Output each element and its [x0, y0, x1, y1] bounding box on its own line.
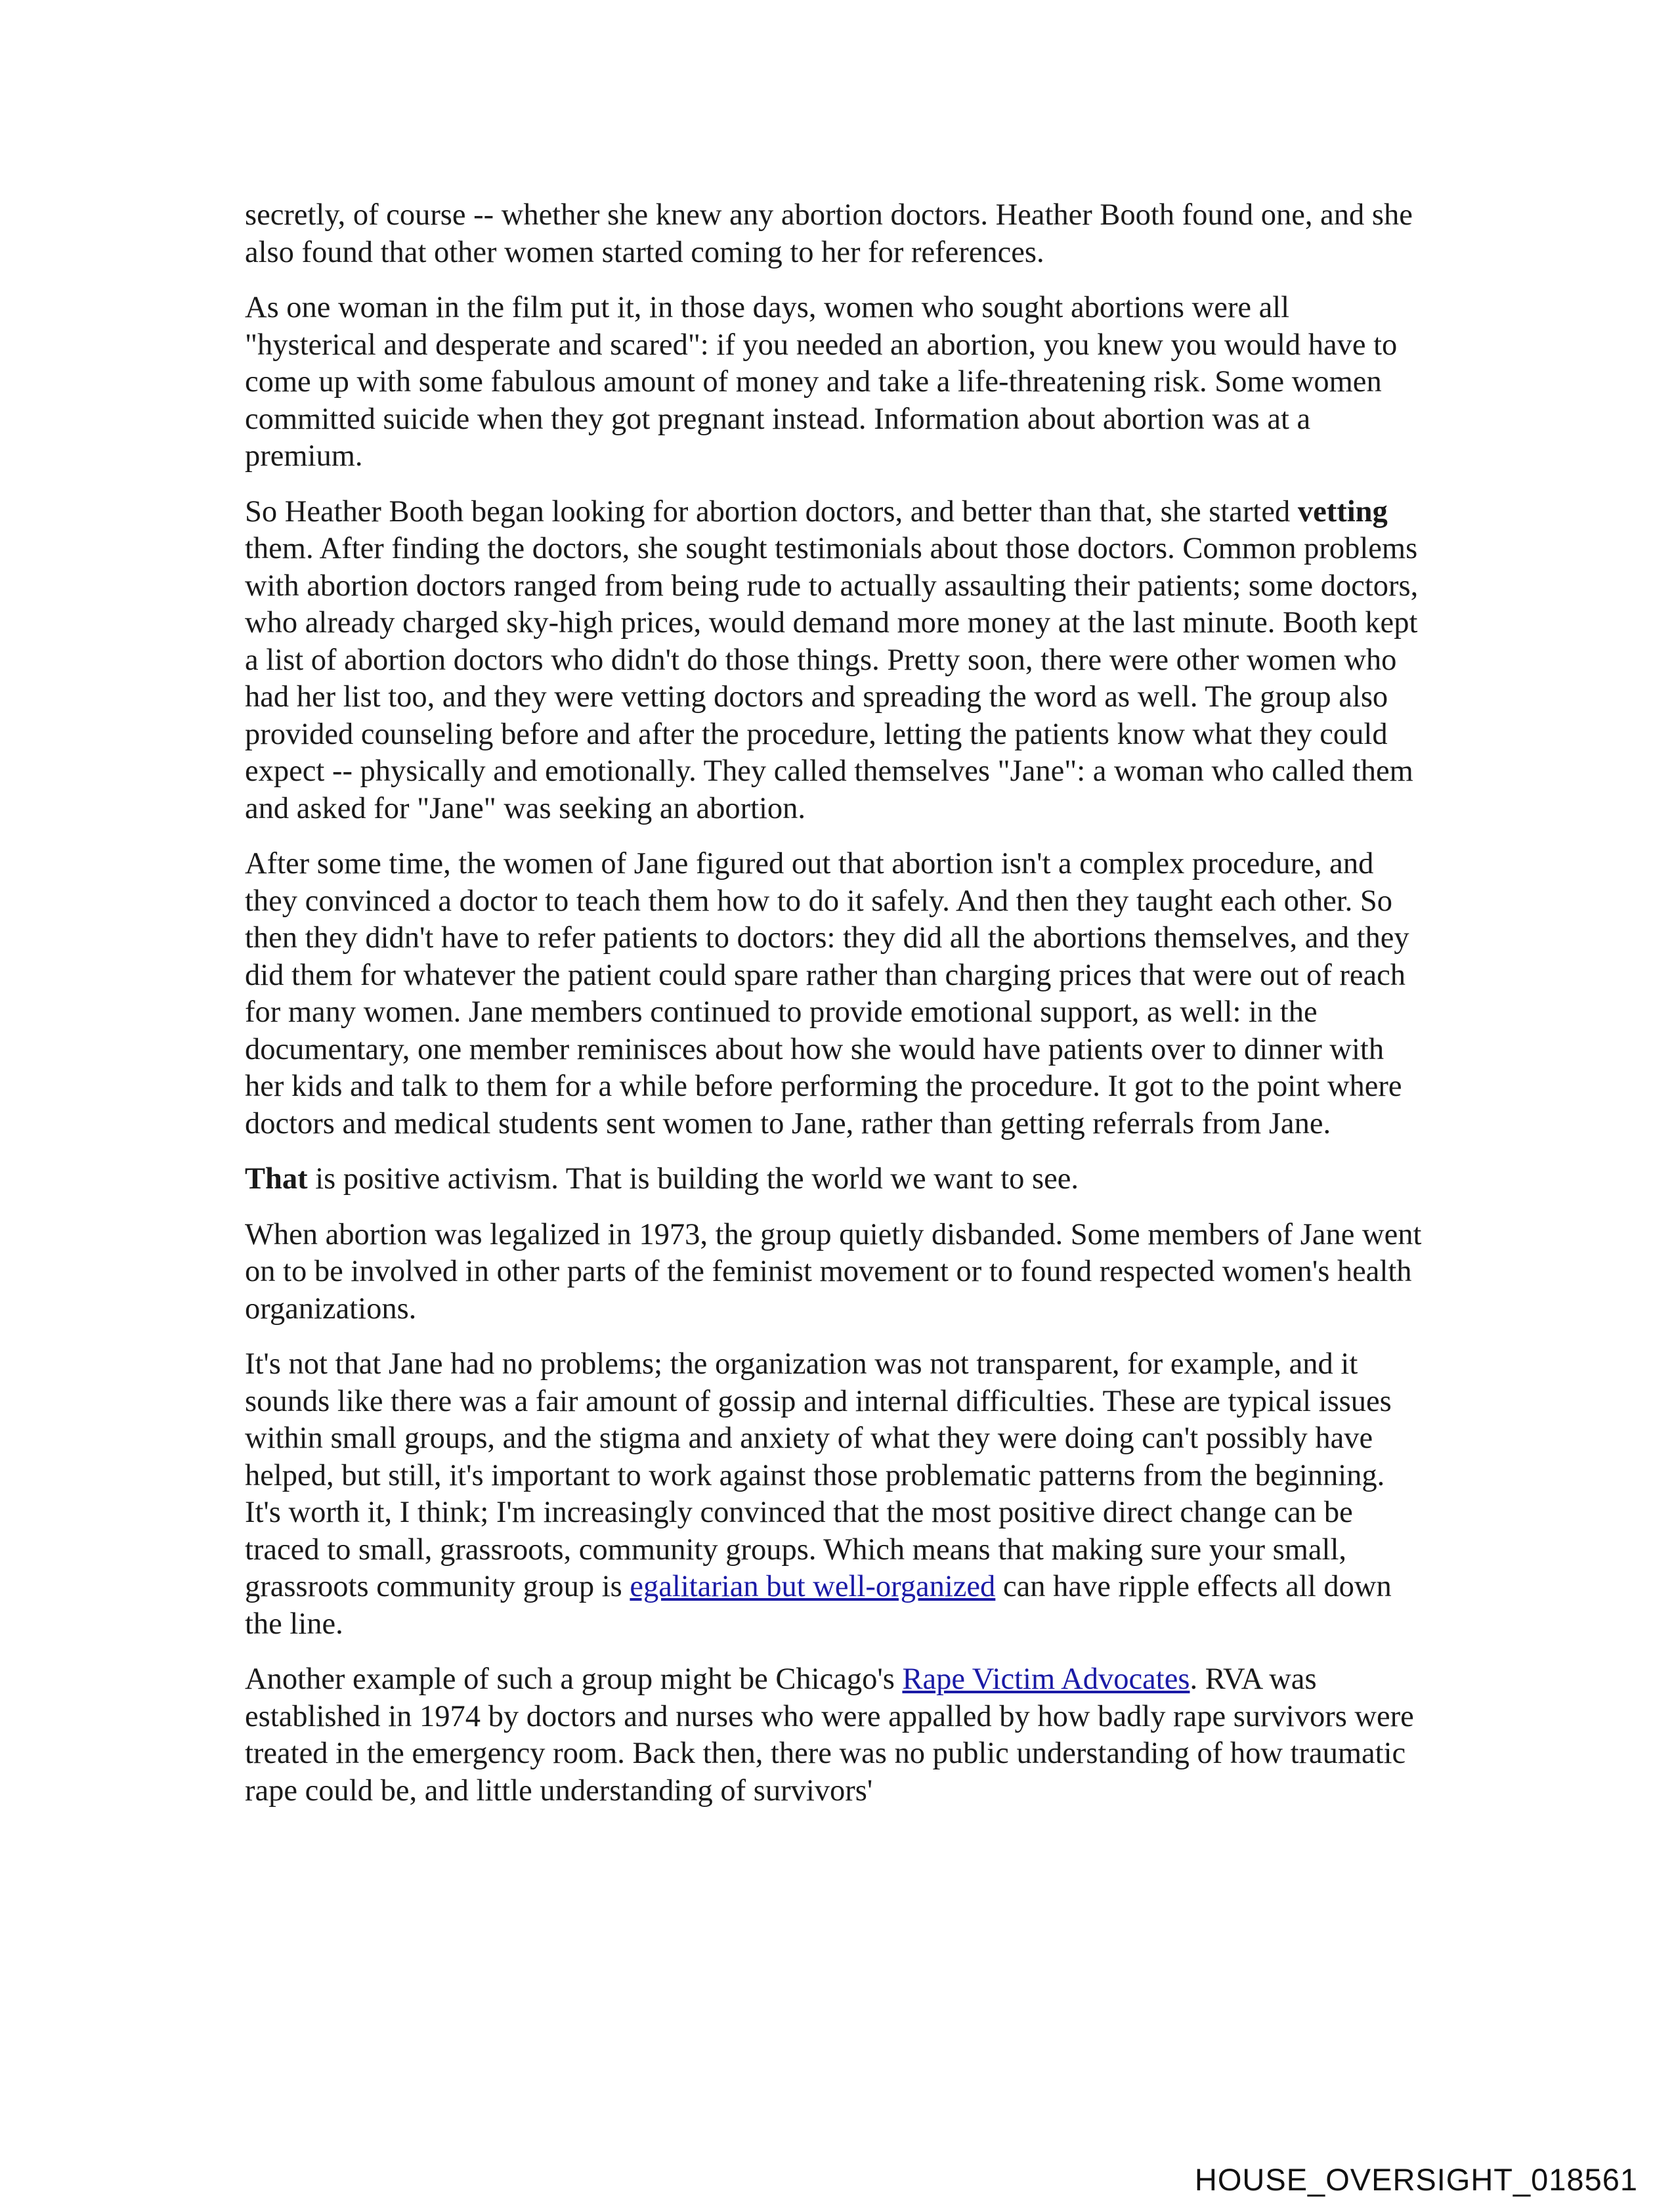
paragraph-4 [245, 846, 1427, 1142]
paragraph-3-text-a: So Heather Booth began looking for abortion doctors, and better than that, she started [245, 494, 1298, 529]
paragraph-6 [245, 1217, 1427, 1328]
paragraph-7-text-a: It's not that Jane had no problems; the organization was not transparent, for example, and it sounds like there was a fair amount of gossip and internal difficulties. These are typical issues within small groups, and the stigma and anxiety of what they were doing can't possibly have helped, but still, it's important to work against those problematic patterns from the beginning. It's worth it, I think; I'm increasingly convinced that the most positive direct change can be traced to small, grassroots, community groups. Which means that making sure your small, grassroots community group is [245, 1347, 1392, 1603]
paragraph-3 [245, 494, 1427, 828]
paragraph-7 [245, 1346, 1427, 1643]
paragraph-2-text: As one woman in the film put it, in those days, women who sought abortions were all "hysterical and desperate and scared": if you needed an abortion, you knew you would have to come up with some fabulous amount of money and take a life-threatening risk. Some women committed suicide when they got pregnant instead. Information about abortion was at a premium. [245, 291, 1398, 473]
paragraph-6-text: When abortion was legalized in 1973, the group quietly disbanded. Some members of Jane went on to be involved in other parts of the feminist movement or to found respected women's health organizations. [245, 1217, 1422, 1326]
link-rape-victim-advocates[interactable]: Rape Victim Advocates [902, 1662, 1190, 1696]
bates-stamp: HOUSE_OVERSIGHT_018561 [1194, 2162, 1638, 2197]
paragraph-5-text: is positive activism. That is building the world we want to see. [307, 1162, 1079, 1196]
link-egalitarian-but-well-organized[interactable]: egalitarian but well-organized [630, 1570, 996, 1603]
paragraph-8-text-b: . RVA was established in 1974 by doctors and nurses who were appalled by how badly rape survivors were treated in the emergency room. Back then, there was no public understanding of how traumatic rape could be, and little understanding of survivors' [245, 1662, 1414, 1808]
paragraph-8-text-a: Another example of such a group might be Chicago's [245, 1662, 903, 1696]
paragraph-7-text-b: can have ripple effects all down the line. [245, 1570, 1392, 1641]
paragraph-3-text-b: them. After finding the doctors, she sought testimonials about those doctors. Common problems with abortion doctors ranged from being rude to actually assaulting their patients; some doctors, who already charged sky-high prices, would demand more money at the last minute. Booth kept a list of abortion doctors who didn't do those things. Pretty soon, there were other women who had her list too, and they were vetting doctors and spreading the word as well. The group also provided counseling before and after the procedure, letting the patients know what they could expect -- physically and emotionally. They called themselves "Jane": a woman who called them and asked for "Jane" was seeking an abortion. [245, 532, 1419, 825]
paragraph-5 [245, 1161, 1427, 1198]
paragraph-1-text: secretly, of course -- whether she knew any abortion doctors. Heather Booth found one, and she also found that other women started coming to her for references. [245, 198, 1413, 269]
emphasis-that: That [245, 1162, 308, 1196]
paragraph-4-text: After some time, the women of Jane figured out that abortion isn't a complex procedure, and they convinced a doctor to teach them how to do it safely. And then they taught each other. So then they didn't have to refer patients to doctors: they did all the abortions themselves, and they did them for whatever the patient could spare rather than charging prices that were out of reach for many women. Jane members continued to provide emotional support, as well: in the documentary, one member reminisces about how she would have patients over to dinner with her kids and talk to them for a while before performing the procedure. It got to the point where doctors and medical students sent women to Jane, rather than getting referrals from Jane. [245, 847, 1409, 1140]
document-body [245, 197, 1427, 1828]
emphasis-vetting: vetting [1297, 494, 1388, 529]
paragraph-1 [245, 197, 1427, 271]
paragraph-2 [245, 290, 1427, 475]
paragraph-8 [245, 1661, 1427, 1810]
